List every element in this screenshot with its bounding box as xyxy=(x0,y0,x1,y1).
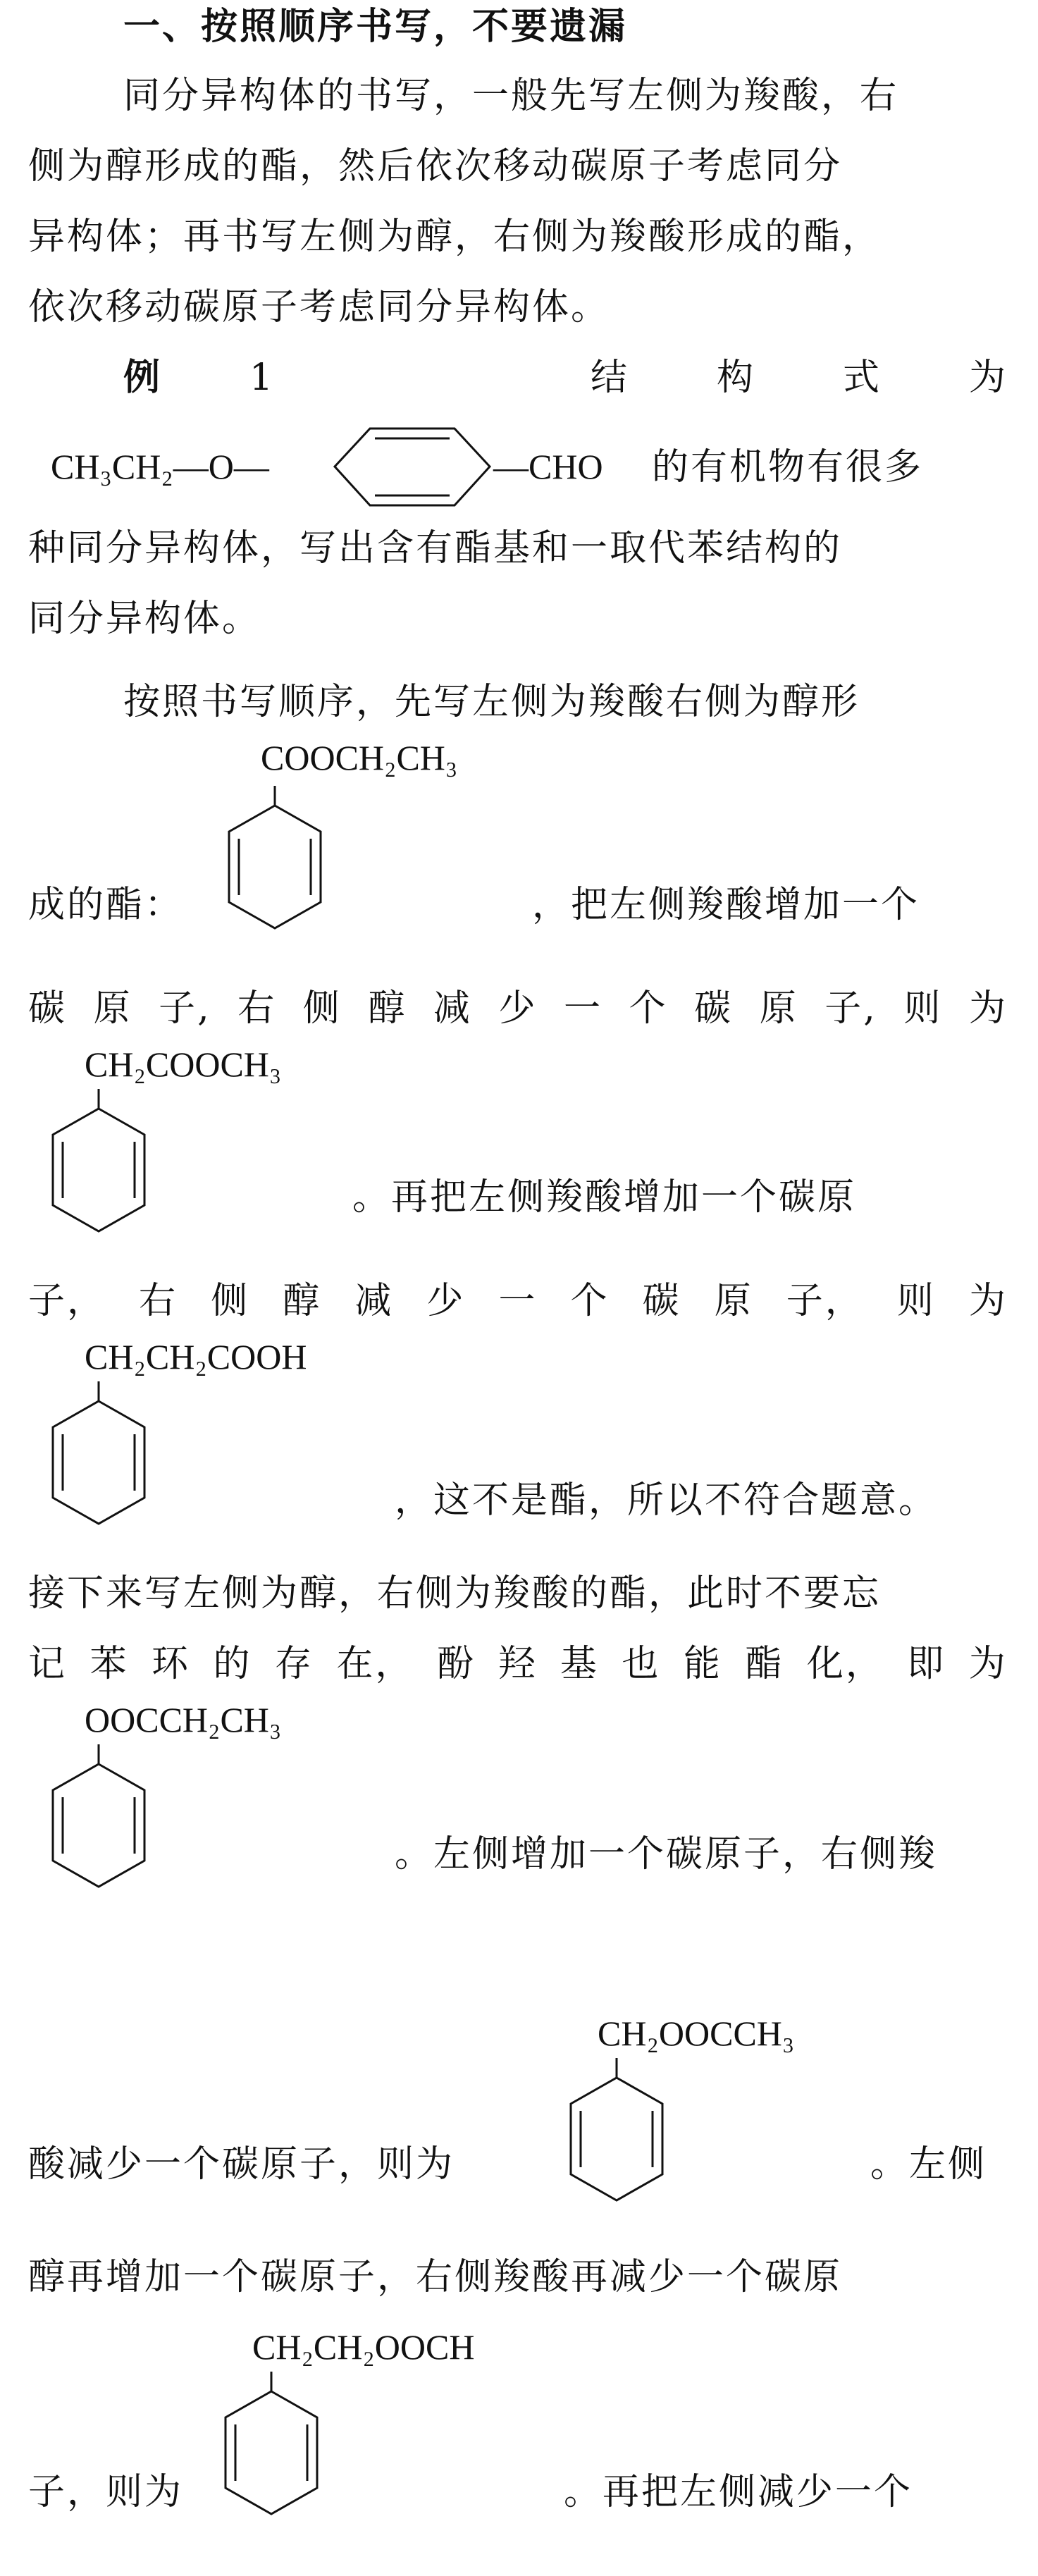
step-2-suffix: ，把左侧羧酸增加一个 xyxy=(532,884,920,926)
step-10-suffix: 。左侧 xyxy=(870,2143,987,2186)
benzene-ring-3 xyxy=(42,1381,162,1543)
benzene-ring-4 xyxy=(42,1744,162,1906)
structure-3-substituent: CH₂CH₂COOH xyxy=(85,1337,307,1376)
step-11: 醇再增加一个碳原子，右侧羧酸再减少一个碳原 xyxy=(28,2256,843,2298)
section-heading: 一、按照顺序书写，不要遗漏 xyxy=(123,6,628,48)
formula-left: CH₃CH₂—O— xyxy=(51,447,269,486)
structure-6-substituent: CH₂CH₂OOCH xyxy=(252,2327,475,2367)
step-9: 。左侧增加一个碳原子，右侧羧 xyxy=(395,1833,938,1875)
step-8: 记 苯 环 的 存 在， 酚 羟 基 也 能 酯 化， 即 为 xyxy=(28,1643,1008,1685)
structure-4-substituent: OOCCH₂CH₃ xyxy=(85,1700,282,1739)
intro-line-3: 异构体；再书写左侧为醇，右侧为羧酸形成的酯， xyxy=(28,216,882,258)
benzene-ring-1 xyxy=(218,786,338,948)
step-12-prefix: 子，则为 xyxy=(28,2471,184,2513)
step-1: 按照书写顺序，先写左侧为羧酸右侧为醇形 xyxy=(123,681,860,723)
step-2-prefix: 成的酯： xyxy=(28,884,184,926)
step-10-prefix: 酸减少一个碳原子，则为 xyxy=(28,2143,455,2186)
step-5: 子， 右 侧 醇 减 少 一 个 碳 原 子， 则 为 xyxy=(28,1280,1008,1322)
structure-2-substituent: CH₂COOCH₃ xyxy=(85,1044,282,1084)
intro-line-1: 同分异构体的书写，一般先写左侧为羧酸，右 xyxy=(123,75,899,117)
step-7: 接下来写左侧为醇，右侧为羧酸的酯，此时不要忘 xyxy=(28,1572,882,1615)
step-4: 。再把左侧羧酸增加一个碳原 xyxy=(352,1176,857,1219)
benzene-ring-6 xyxy=(215,2372,335,2534)
step-12-suffix: 。再把左侧减少一个 xyxy=(564,2471,913,2513)
intro-line-2: 侧为醇形成的酯，然后依次移动碳原子考虑同分 xyxy=(28,145,843,187)
benzene-ring-5 xyxy=(560,2058,680,2220)
benzene-ring-2 xyxy=(42,1089,162,1251)
step-3: 碳 原 子, 右 侧 醇 减 少 一 个 碳 原 子, 则 为 xyxy=(28,987,1008,1030)
example-line-3: 种同分异构体，写出含有酯基和一取代苯结构的 xyxy=(28,527,843,569)
formula-right: —CHO xyxy=(493,447,603,486)
structure-1-substituent: COOCH₂CH₃ xyxy=(261,738,458,777)
structure-5-substituent: CH₂OOCCH₃ xyxy=(598,2014,795,2053)
intro-line-4: 依次移动碳原子考虑同分异构体。 xyxy=(28,286,610,328)
step-6: ，这不是酯，所以不符合题意。 xyxy=(395,1479,938,1522)
example-label: 例 1 结 构 式 为 xyxy=(123,357,1008,399)
example-line-2: 的有机物有很多 xyxy=(652,446,924,488)
benzene-ring-horizontal xyxy=(331,423,493,511)
example-line-4: 同分异构体。 xyxy=(28,598,261,640)
